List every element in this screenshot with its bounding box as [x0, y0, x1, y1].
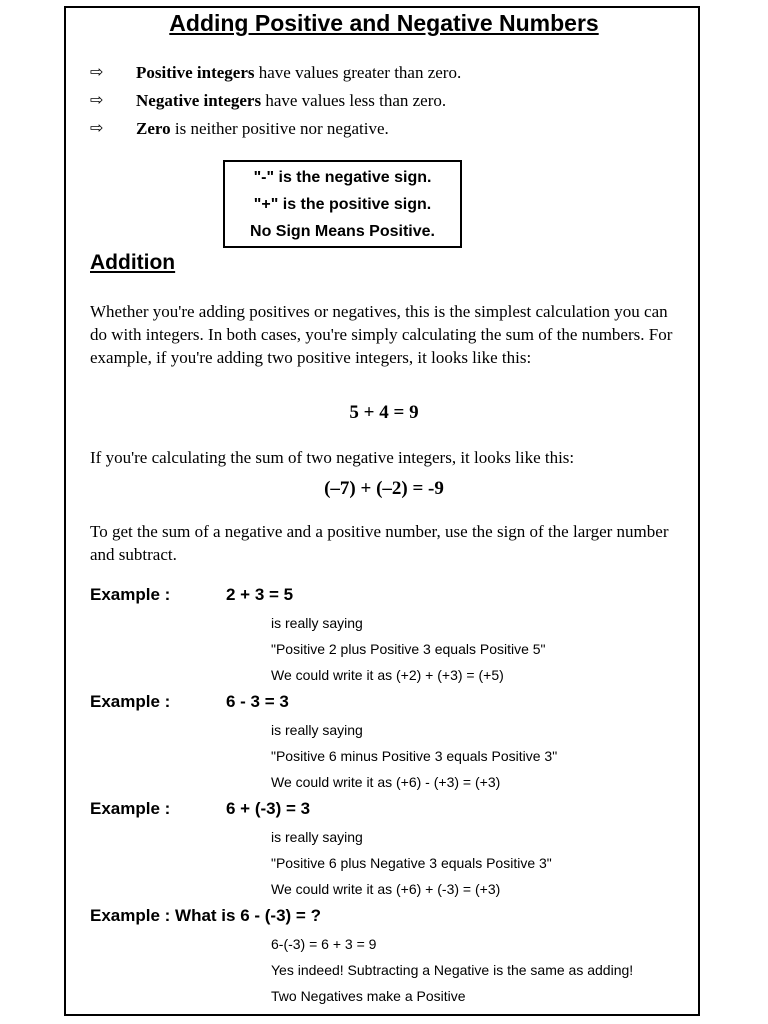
equation-negative-sum: (–7) + (–2) = -9: [324, 478, 444, 499]
intro-paragraph: Whether you're adding positives or negatives, this is the simplest calculation you can do with integers. In both cases, you're simply calculating the sum of the numbers. For example, if you're adding two positive integers, it looks like this:: [90, 302, 673, 367]
mixed-sign-paragraph: To get the sum of a negative and a positive number, use the sign of the larger number and subtract.: [90, 522, 669, 564]
example-label: Example :: [90, 585, 171, 604]
sign-rule-no-sign: No Sign Means Positive.: [250, 223, 435, 240]
right-arrow-outline-icon: ⇨: [90, 118, 104, 137]
definition-term: Zero: [136, 119, 171, 138]
page-title: Adding Positive and Negative Numbers: [169, 10, 599, 36]
example-label: Example :: [90, 692, 171, 711]
definition-text: is neither positive nor negative.: [170, 119, 389, 138]
example-equation: 6 + (-3) = 3: [226, 799, 311, 818]
equation-positive-sum: 5 + 4 = 9: [349, 402, 419, 423]
example-explanation-line: "Positive 6 minus Positive 3 equals Positive 3": [271, 748, 558, 764]
sign-rules-box: [223, 160, 462, 248]
example-explanation-line: We could write it as (+6) + (-3) = (+3): [271, 881, 501, 897]
sign-rule-negative: "-" is the negative sign.: [253, 169, 432, 186]
example-explanation-line: is really saying: [271, 829, 363, 845]
example-explanation-line: "Positive 6 plus Negative 3 equals Positive 3": [271, 855, 552, 871]
example-explanation-line: is really saying: [271, 615, 363, 631]
definition-text: have values less than zero.: [261, 91, 447, 110]
section-heading-addition: Addition: [90, 251, 176, 274]
example-explanation-line: We could write it as (+2) + (+3) = (+5): [271, 667, 504, 683]
example-explanation-line: is really saying: [271, 722, 363, 738]
example-label: Example : What is 6 - (-3) = ?: [90, 906, 321, 925]
negative-sum-paragraph: If you're calculating the sum of two negative integers, it looks like this:: [90, 448, 575, 467]
example-explanation-line: "Positive 2 plus Positive 3 equals Positive 5": [271, 641, 546, 657]
example-explanation-line: We could write it as (+6) - (+3) = (+3): [271, 774, 501, 790]
example-label: Example :: [90, 799, 171, 818]
definition-term: Positive integers: [136, 63, 255, 82]
example-explanation-line: Two Negatives make a Positive: [271, 988, 466, 1004]
sign-rule-positive: "+" is the positive sign.: [253, 196, 432, 213]
example-explanation-line: 6-(-3) = 6 + 3 = 9: [271, 936, 377, 952]
definition-term: Negative integers: [136, 91, 262, 110]
example-equation: 2 + 3 = 5: [226, 585, 294, 604]
right-arrow-outline-icon: ⇨: [90, 62, 104, 81]
definition-text: have values greater than zero.: [254, 63, 462, 82]
right-arrow-outline-icon: ⇨: [90, 90, 104, 109]
example-explanation-line: Yes indeed! Subtracting a Negative is the same as adding!: [271, 962, 634, 978]
example-equation: 6 - 3 = 3: [226, 692, 289, 711]
